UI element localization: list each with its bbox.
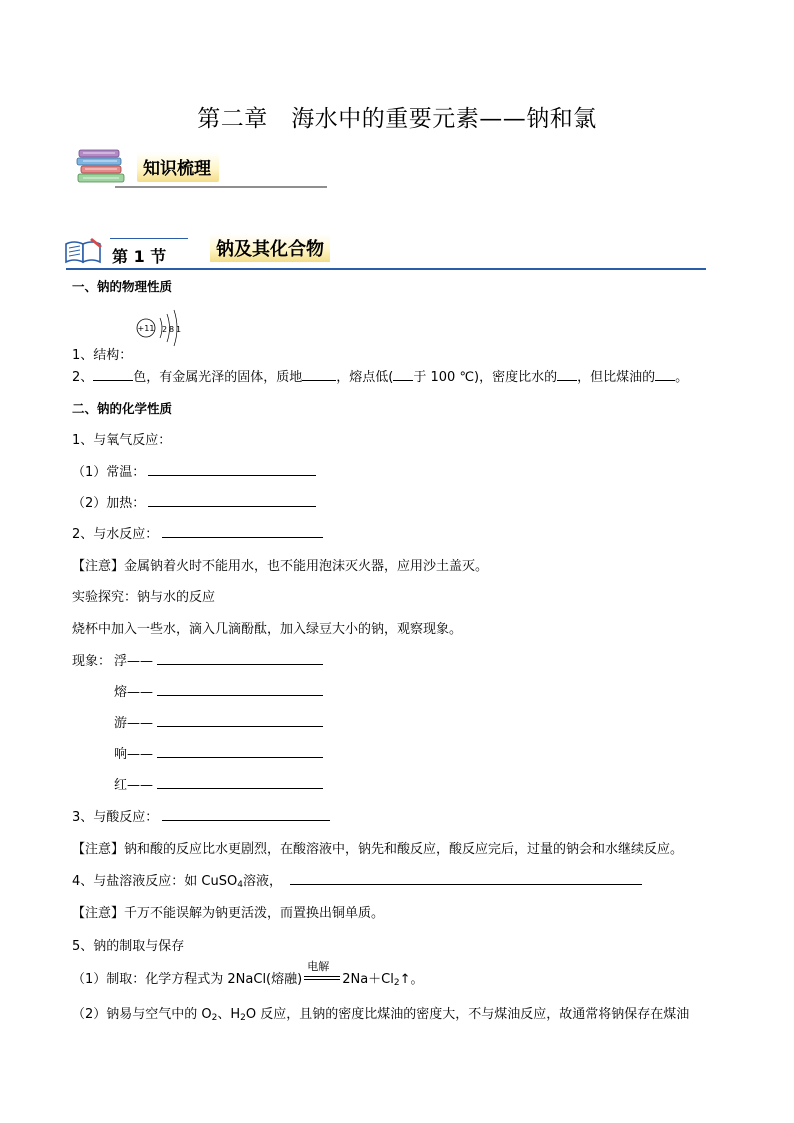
oxygen-reaction-label: 1、与氧气反应： (72, 433, 172, 448)
phenomenon-move-line[interactable] (157, 726, 323, 727)
section-number-rule (110, 238, 188, 239)
electrolysis-label: 电解 (307, 960, 330, 973)
blank-color[interactable] (93, 367, 133, 381)
storage-sub-b: 2 (240, 1013, 246, 1023)
section-number: 第 1 节 (112, 247, 167, 266)
note-copper (72, 902, 384, 921)
storage-text-b: 、H (217, 1007, 241, 1022)
phenomenon-melt: 熔—— (114, 685, 154, 700)
acid-reaction-label: 3、与酸反应： (72, 810, 159, 825)
section-name: 钠及其化合物 (210, 234, 330, 262)
note-text: 金属钠着火时不能用水，也不能用泡沫灭火器，应用沙土盖灭。 (124, 559, 489, 574)
books-icon (75, 146, 131, 188)
blank-density-water[interactable] (557, 367, 577, 381)
storage-text-c: O 反应，且钠的密度比煤油的密度大，不与煤油反应，故通常将钠保存在煤油 (245, 1007, 690, 1022)
phenomenon-red-line[interactable] (157, 788, 323, 789)
note-text: 钠和酸的反应比水更剧烈，在酸溶液中，钠先和酸反应，酸反应完后，过量的钠会和水继续反应。 (124, 842, 684, 857)
phenomena-label: 现象： (72, 654, 112, 669)
svg-text:2: 2 (162, 325, 168, 334)
experiment-title: 实验探究：钠与水的反应 (72, 590, 216, 605)
experiment-description: 烧杯中加入一些水，滴入几滴酚酞，加入绿豆大小的钠，观察现象。 (72, 622, 463, 637)
heating-answer-line[interactable] (148, 506, 316, 507)
line2-part-3: 于 100 ℃)，密度比水的 (413, 370, 558, 385)
prep-product-subscript: 2 (393, 978, 400, 988)
salt-reaction-label (72, 870, 282, 890)
storage-explanation (72, 1003, 689, 1023)
line2-part-0: 2、 (72, 370, 94, 385)
note-text: 千万不能误解为钠更活泼，而置换出铜单质。 (124, 906, 385, 921)
storage-title: 5、钠的制取与保存 (72, 939, 185, 954)
storage-sub-a: 2 (211, 1013, 218, 1023)
phenomenon-float: 浮—— (114, 654, 154, 669)
heating-label: （2）加热： (72, 496, 146, 511)
acid-answer-line[interactable] (162, 820, 330, 821)
line2-part-5: 。 (675, 370, 689, 385)
phenomenon-sound: 响—— (114, 747, 154, 762)
salt-subscript: 4 (237, 880, 243, 890)
electrolysis-arrow (302, 960, 342, 983)
line2-part-4: ，但比煤油的 (577, 370, 656, 385)
note-acid (72, 838, 683, 857)
phenomenon-red: 红—— (114, 778, 154, 793)
open-book-icon (64, 236, 104, 266)
phenomenon-float-line[interactable] (157, 664, 323, 665)
salt-tail: 溶液， (242, 874, 282, 889)
note-tag: 【注意】 (72, 842, 125, 857)
water-answer-line[interactable] (162, 537, 323, 538)
knowledge-banner-label: 知识梳理 (137, 152, 219, 182)
phenomenon-move: 游—— (114, 716, 154, 731)
svg-text:1: 1 (176, 325, 182, 334)
line2-part-2: ，熔点低( (336, 370, 394, 385)
knowledge-banner (75, 146, 255, 190)
note-tag: 【注意】 (72, 906, 125, 921)
heading-chemical-properties: 二、钠的化学性质 (72, 401, 173, 416)
svg-text:8: 8 (169, 325, 175, 334)
preparation-equation (72, 960, 424, 988)
section-rule (66, 268, 706, 270)
room-temp-answer-line[interactable] (148, 475, 316, 476)
structure-label: 1、结构： (72, 348, 133, 363)
blank-melting-point[interactable] (393, 367, 413, 381)
salt-text: 4、与盐溶液反应：如 CuSO (72, 874, 238, 889)
note-fire (72, 555, 488, 574)
water-reaction-label: 2、与水反应： (72, 527, 159, 542)
heading-physical-properties: 一、钠的物理性质 (72, 279, 173, 294)
knowledge-banner-rule (115, 186, 327, 188)
note-tag: 【注意】 (72, 559, 125, 574)
line2-part-1: 色，有金属光泽的固体，质地 (133, 370, 303, 385)
physical-properties-line (72, 366, 688, 385)
equals-bar (304, 976, 340, 980)
svg-text:+11: +11 (137, 324, 155, 333)
room-temp-label: （1）常温： (72, 465, 146, 480)
prep-product-tail: ↑。 (399, 972, 424, 987)
sodium-atom-diagram (134, 306, 194, 350)
phenomenon-sound-line[interactable] (157, 757, 323, 758)
prep-product: 2Na＋Cl (342, 972, 394, 987)
prep-prefix: （1）制取：化学方程式为 2NaCl(熔融) (72, 972, 303, 987)
salt-answer-line[interactable] (290, 884, 642, 885)
chapter-title: 第二章 海水中的重要元素——钠和氯 (197, 106, 597, 132)
blank-texture[interactable] (302, 367, 336, 381)
blank-density-kerosene[interactable] (655, 367, 675, 381)
phenomenon-melt-line[interactable] (157, 695, 323, 696)
storage-text-a: （2）钠易与空气中的 O (72, 1007, 212, 1022)
